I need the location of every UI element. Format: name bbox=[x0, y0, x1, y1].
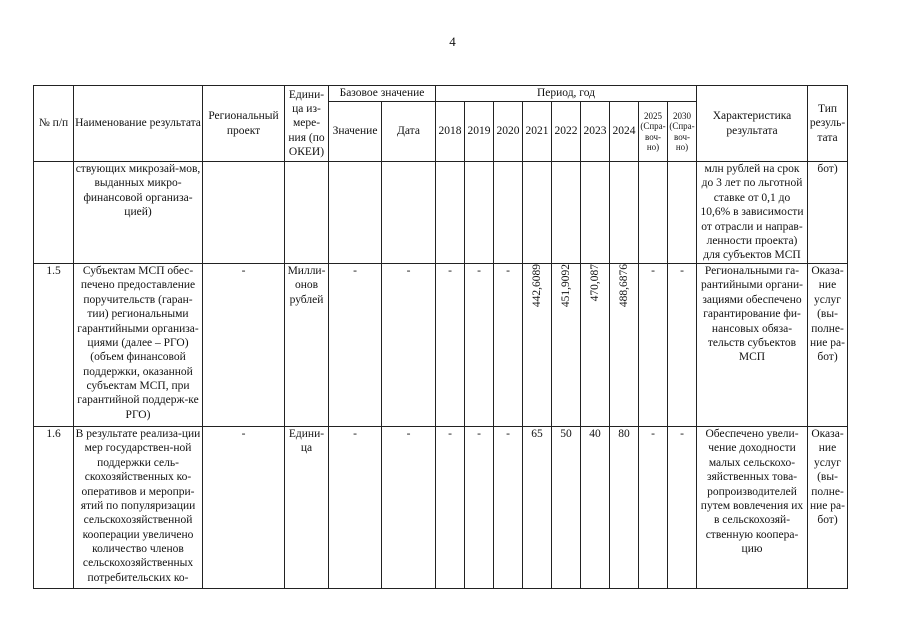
row-year-2023 bbox=[581, 264, 610, 427]
row-year-2023 bbox=[581, 162, 610, 264]
header-year-2023: 2023 bbox=[581, 102, 610, 162]
row-project bbox=[203, 162, 285, 264]
header-year-2024: 2024 bbox=[610, 102, 639, 162]
header-row-1 bbox=[34, 86, 848, 102]
row-base-value: - bbox=[329, 264, 382, 427]
row-name: ствующих микрозай-мов, выданных микро-финансовой организа-цией) bbox=[74, 162, 203, 264]
row-name: В результате реализа-ции мер государствен-ной поддержки сель-скохозяйственных ко-оперативов и меропри-ятий по популяризации сельскохозяйственной кооперации увеличено количество членов сельскохозяйственных потребительских ко- bbox=[74, 427, 203, 589]
row-characteristic: Региональными га-рантийными органи-зациями обеспечено гарантирование фи-нансовых обяза-тельств субъектов МСП bbox=[697, 264, 808, 427]
header-project: Региональный проект bbox=[203, 86, 285, 162]
header-base: Базовое значение bbox=[329, 86, 436, 102]
row-num: 1.5 bbox=[34, 264, 74, 427]
row-type: бот) bbox=[808, 162, 848, 264]
row-year-2024 bbox=[610, 264, 639, 427]
row-year-2024 bbox=[610, 162, 639, 264]
rotated-value-2024: 488,6876 bbox=[617, 264, 630, 308]
rotated-value-2021: 442,6089 bbox=[530, 264, 543, 308]
row-year-2030: - bbox=[668, 427, 697, 589]
header-unit: Едини-ца из-мере-ния (по ОКЕИ) bbox=[285, 86, 329, 162]
row-project: - bbox=[203, 427, 285, 589]
row-year-2025 bbox=[639, 162, 668, 264]
row-year-2021: 65 bbox=[523, 427, 552, 589]
table-row bbox=[34, 427, 848, 589]
header-year-2025: 2025 (Спра-воч-но) bbox=[639, 102, 668, 162]
header-base-value: Значение bbox=[329, 102, 382, 162]
row-base-value bbox=[329, 162, 382, 264]
row-year-2030 bbox=[668, 162, 697, 264]
row-base-date: - bbox=[382, 264, 436, 427]
rotated-value-2023: 470,087 bbox=[588, 264, 601, 302]
row-year-2019: - bbox=[465, 427, 494, 589]
header-base-date: Дата bbox=[382, 102, 436, 162]
row-year-2020: - bbox=[494, 264, 523, 427]
row-base-value: - bbox=[329, 427, 382, 589]
row-year-2019: - bbox=[465, 264, 494, 427]
row-year-2021 bbox=[523, 162, 552, 264]
row-year-2018: - bbox=[436, 264, 465, 427]
row-year-2020 bbox=[494, 162, 523, 264]
row-year-2019 bbox=[465, 162, 494, 264]
row-name: Субъектам МСП обес-печено предоставление поручительств (гаран-тии) региональными гарантийными организа-циями (далее – РГО) (объем финансовой поддержки, оказанной субъектам МСП, при гарантийной поддерж-ке РГО) bbox=[74, 264, 203, 427]
header-year-2019: 2019 bbox=[465, 102, 494, 162]
header-year-2021: 2021 bbox=[523, 102, 552, 162]
row-project: - bbox=[203, 264, 285, 427]
results-table bbox=[33, 85, 848, 589]
row-year-2022 bbox=[552, 162, 581, 264]
header-type: Тип резуль-тата bbox=[808, 86, 848, 162]
row-unit: Едини-ца bbox=[285, 427, 329, 589]
row-year-2025: - bbox=[639, 264, 668, 427]
row-num bbox=[34, 162, 74, 264]
header-year-2020: 2020 bbox=[494, 102, 523, 162]
header-characteristic: Характеристика результата bbox=[697, 86, 808, 162]
row-year-2018: - bbox=[436, 427, 465, 589]
row-base-date bbox=[382, 162, 436, 264]
row-characteristic: млн рублей на срок до 3 лет по льготной ставке от 0,1 до 10,6% в зависимости от отрасли и направ-ленности проекта) для субъектов МСП bbox=[697, 162, 808, 264]
row-unit bbox=[285, 162, 329, 264]
row-year-2021 bbox=[523, 264, 552, 427]
header-year-2030: 2030 (Спра-воч-но) bbox=[668, 102, 697, 162]
row-year-2025: - bbox=[639, 427, 668, 589]
row-year-2024: 80 bbox=[610, 427, 639, 589]
header-year-2022: 2022 bbox=[552, 102, 581, 162]
table-row bbox=[34, 264, 848, 427]
row-year-2030: - bbox=[668, 264, 697, 427]
page-number: 4 bbox=[449, 34, 456, 49]
row-year-2020: - bbox=[494, 427, 523, 589]
row-base-date: - bbox=[382, 427, 436, 589]
header-year-2018: 2018 bbox=[436, 102, 465, 162]
row-type: Оказа-ние услуг (вы-полне-ние ра-бот) bbox=[808, 264, 848, 427]
row-characteristic: Обеспечено увели-чение доходности малых сельскохо-зяйственных това-ропроизводителей путем вовлечения их в сельскохозяй-ственную коопера-цию bbox=[697, 427, 808, 589]
row-unit: Милли-онов рублей bbox=[285, 264, 329, 427]
row-num: 1.6 bbox=[34, 427, 74, 589]
row-year-2023: 40 bbox=[581, 427, 610, 589]
header-name: Наименование результата bbox=[74, 86, 203, 162]
row-year-2022 bbox=[552, 264, 581, 427]
header-num: № п/п bbox=[34, 86, 74, 162]
rotated-value-2022: 451,9092 bbox=[559, 264, 572, 308]
row-year-2022: 50 bbox=[552, 427, 581, 589]
table-row bbox=[34, 162, 848, 264]
row-type: Оказа-ние услуг (вы-полне-ние ра-бот) bbox=[808, 427, 848, 589]
header-period: Период, год bbox=[436, 86, 697, 102]
row-year-2018 bbox=[436, 162, 465, 264]
